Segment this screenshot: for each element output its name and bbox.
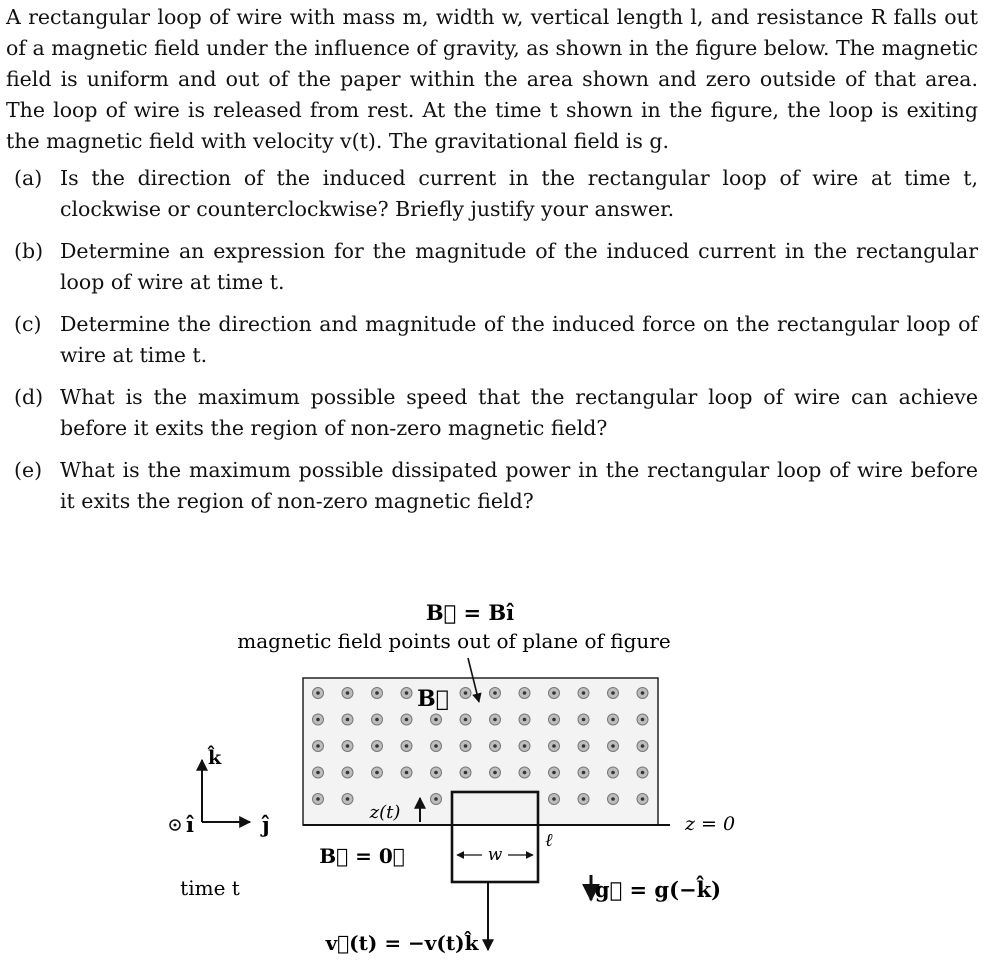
part-label: (c) — [14, 312, 42, 336]
field-dot-center — [611, 691, 615, 695]
part-label: (b) — [14, 239, 44, 263]
field-dot-center — [346, 691, 350, 695]
field-dot-center — [375, 771, 379, 775]
field-dot-center — [316, 797, 320, 801]
field-dot-center — [434, 718, 438, 722]
field-dot-center — [375, 691, 379, 695]
field-dot-center — [346, 718, 350, 722]
field-dot-center — [464, 718, 468, 722]
field-dot-center — [493, 691, 497, 695]
field-dot-center — [552, 797, 556, 801]
field-dot-center — [582, 771, 586, 775]
axis-j-label: ĵ — [262, 812, 270, 837]
field-dot-center — [611, 797, 615, 801]
question-part-a — [6, 163, 978, 225]
field-caption: magnetic field points out of plane of figure — [237, 629, 671, 653]
problem-intro: A rectangular loop of wire with mass m, width w, vertical length l, and resistance R falls out of a magnetic field under the influence of gravity, as shown in the figure below. The magnetic field is uniform and out of the paper within the area shown and zero outside of that area. The loop of wire is released from rest. At the time t shown in the figure, the loop is exiting the magnetic field with velocity v(t). The gravitational field is g. — [6, 5, 978, 153]
field-dot-center — [493, 744, 497, 748]
axis-i-label: î — [186, 812, 194, 837]
field-dot-center — [523, 744, 527, 748]
field-dot-center — [582, 797, 586, 801]
question-part-b — [6, 236, 978, 298]
field-dot-center — [611, 744, 615, 748]
part-label: (d) — [14, 385, 44, 409]
field-equation: B⃗ = Bî — [425, 600, 515, 625]
field-dot-center — [552, 771, 556, 775]
velocity-label: v⃗(t) = −v(t)k̂ — [325, 931, 479, 955]
axis-k-label: k̂ — [208, 747, 222, 769]
field-dot-center — [346, 771, 350, 775]
question-part-e — [6, 455, 978, 517]
gravity-label: g⃗ = g(−k̂) — [594, 877, 722, 902]
field-dot-center — [523, 771, 527, 775]
field-dot-center — [464, 744, 468, 748]
field-dot-center — [434, 744, 438, 748]
field-dot-center — [611, 771, 615, 775]
boundary-label: z = 0 — [684, 813, 736, 835]
field-dot-center — [346, 744, 350, 748]
field-dot-center — [464, 691, 468, 695]
field-dot-center — [405, 744, 409, 748]
i-axis-dot — [174, 824, 177, 827]
question-parts — [6, 163, 978, 517]
field-dot-center — [582, 691, 586, 695]
field-dot-center — [641, 771, 645, 775]
field-dot-center — [552, 691, 556, 695]
field-dot-center — [375, 718, 379, 722]
field-dot-center — [434, 797, 438, 801]
field-dot-center — [641, 744, 645, 748]
length-label: ℓ — [545, 830, 553, 851]
field-dot-center — [464, 771, 468, 775]
part-text: Determine an expression for the magnitude of the induced current in the rectangular loop of wire at time t. — [60, 239, 978, 294]
field-dot-center — [316, 718, 320, 722]
field-dot-center — [582, 718, 586, 722]
field-dot-center — [493, 771, 497, 775]
zero-field-label: B⃗ = 0⃗ — [319, 844, 405, 868]
field-dot-center — [316, 744, 320, 748]
magnetic-field-region — [303, 678, 658, 825]
problem-text — [6, 2, 978, 528]
field-dot-center — [552, 744, 556, 748]
field-dot-center — [434, 771, 438, 775]
field-dot-center — [316, 691, 320, 695]
question-part-c — [6, 309, 978, 371]
field-dot-center — [405, 691, 409, 695]
figure — [170, 590, 736, 964]
width-label: w — [487, 845, 503, 865]
part-label: (e) — [14, 458, 43, 482]
field-dot-center — [641, 691, 645, 695]
part-label: (a) — [14, 166, 43, 190]
field-dot-center — [346, 797, 350, 801]
part-text: What is the maximum possible dissipated power in the rectangular loop of wire before it exits the region of non-zero magnetic field? — [60, 458, 978, 513]
part-text: What is the maximum possible speed that the rectangular loop of wire can achieve before it exits the region of non-zero magnetic field? — [60, 385, 978, 440]
part-text: Is the direction of the induced current in the rectangular loop of wire at time t, clockwise or counterclockwise? Briefly justify your answer. — [60, 166, 978, 221]
field-dot-center — [641, 797, 645, 801]
field-dot-center — [611, 718, 615, 722]
field-dot-center — [552, 718, 556, 722]
field-dot-center — [375, 744, 379, 748]
field-dot-center — [493, 718, 497, 722]
figure-diagram — [170, 590, 736, 964]
field-dot-center — [316, 771, 320, 775]
part-text: Determine the direction and magnitude of the induced force on the rectangular loop of wire at time t. — [60, 312, 978, 367]
field-dot-center — [405, 718, 409, 722]
field-label: B⃗ — [417, 686, 449, 712]
time-label: time t — [180, 876, 240, 900]
field-dot-center — [523, 691, 527, 695]
field-dot-center — [582, 744, 586, 748]
question-part-d — [6, 382, 978, 444]
field-dot-center — [641, 718, 645, 722]
field-dot-center — [405, 771, 409, 775]
z-label: z(t) — [369, 802, 401, 823]
field-dot-center — [523, 718, 527, 722]
